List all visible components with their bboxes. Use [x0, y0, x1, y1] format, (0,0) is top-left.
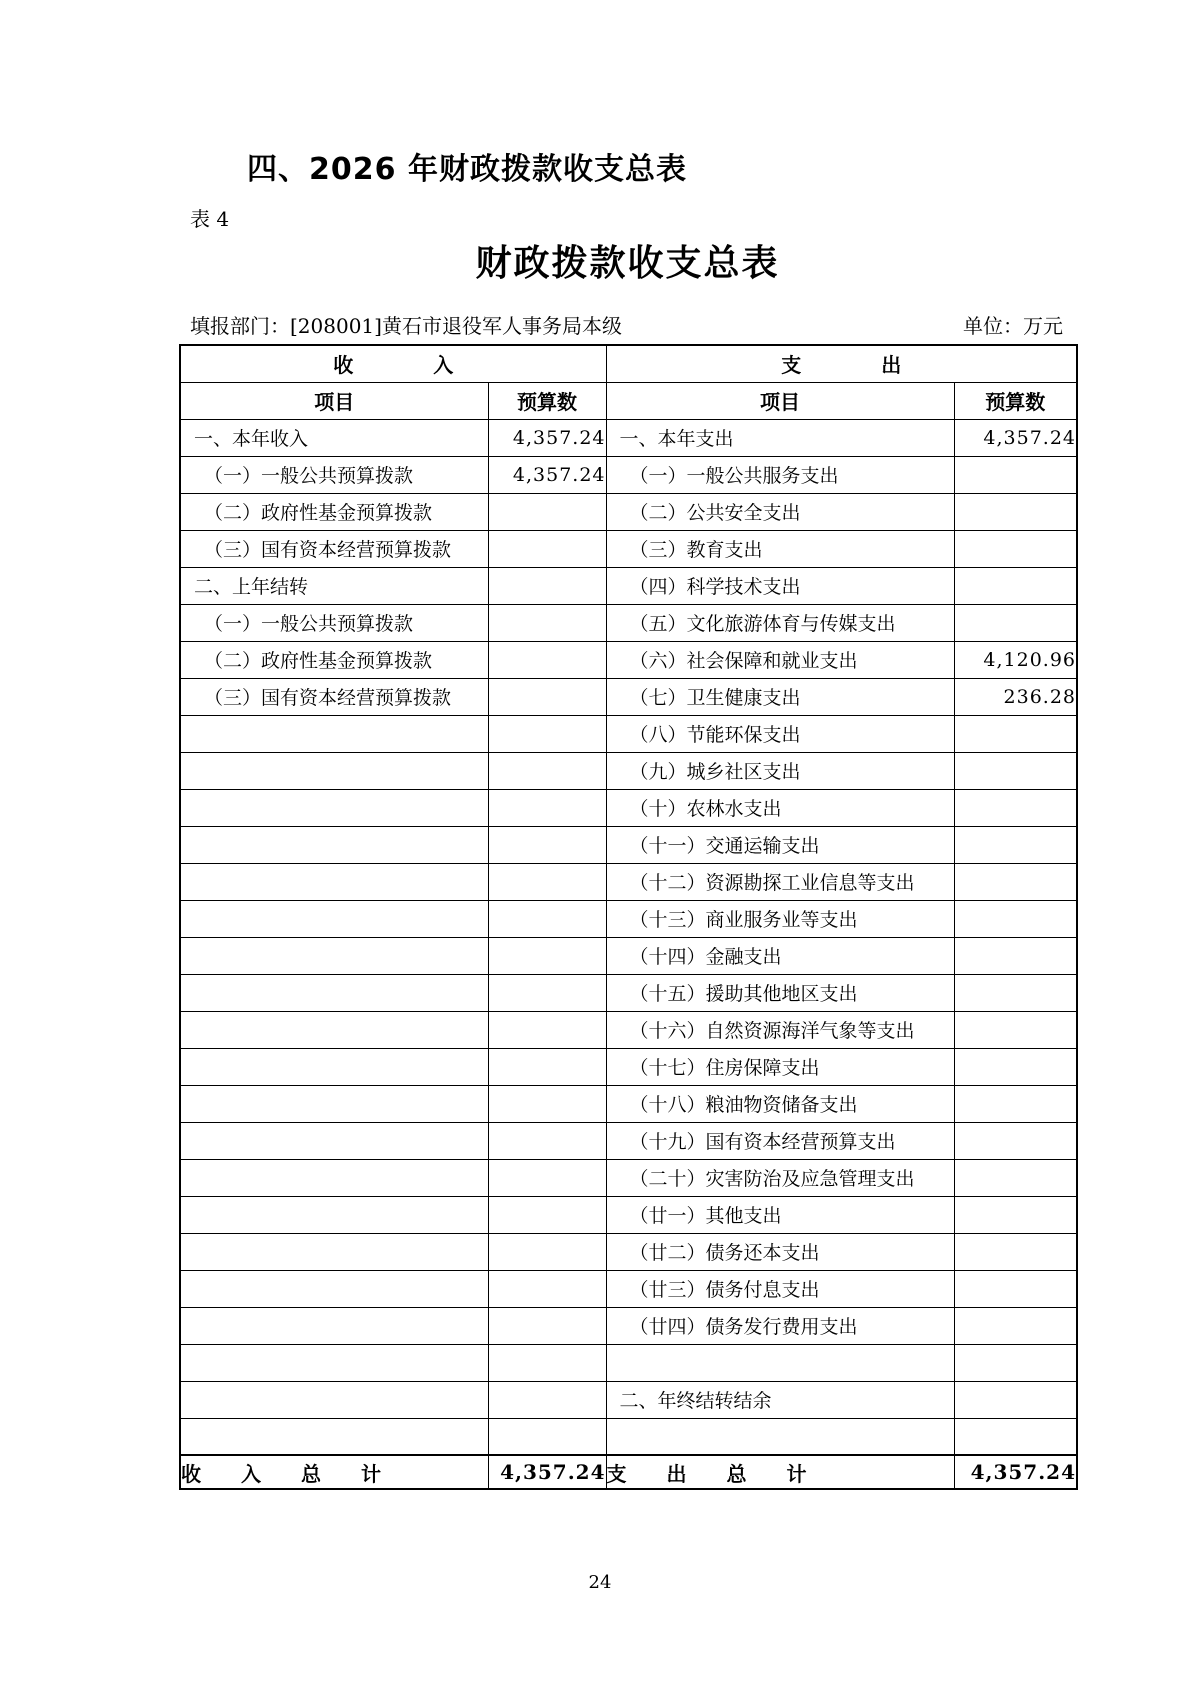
expense-item-cell: （五）文化旅游体育与传媒支出: [606, 604, 954, 641]
table-row: [180, 419, 1077, 456]
income-item-cell: （一）一般公共预算拨款: [180, 604, 488, 641]
expense-item-cell: （十三）商业服务业等支出: [606, 900, 954, 937]
income-value-cell: 4,357.24: [488, 419, 606, 456]
table-row: [180, 974, 1077, 1011]
expense-item-cell: （廿四）债务发行费用支出: [606, 1307, 954, 1344]
expense-value-cell: [954, 1196, 1077, 1233]
expense-value-cell: 4,357.24: [954, 419, 1077, 456]
expense-value-cell: [954, 1307, 1077, 1344]
income-item-cell: （三）国有资本经营预算拨款: [180, 678, 488, 715]
expense-total-value: 4,357.24: [954, 1455, 1077, 1489]
income-value-cell: [488, 1011, 606, 1048]
table-row: [180, 641, 1077, 678]
income-item-cell: （三）国有资本经营预算拨款: [180, 530, 488, 567]
table-row: [180, 900, 1077, 937]
income-value-cell: [488, 1159, 606, 1196]
expense-value-cell: [954, 493, 1077, 530]
income-item-cell: 二、上年结转: [180, 567, 488, 604]
income-value-cell: [488, 1418, 606, 1455]
income-value-cell: [488, 641, 606, 678]
expense-value-cell: [954, 937, 1077, 974]
table-row: [180, 826, 1077, 863]
expense-item-cell: （十一）交通运输支出: [606, 826, 954, 863]
income-value-cell: [488, 1085, 606, 1122]
expense-value-cell: [954, 715, 1077, 752]
expense-item-cell: （十）农林水支出: [606, 789, 954, 826]
expense-value-cell: [954, 1270, 1077, 1307]
income-item-cell: [180, 937, 488, 974]
expense-item-cell: （七）卫生健康支出: [606, 678, 954, 715]
income-value-cell: [488, 1233, 606, 1270]
income-value-cell: [488, 567, 606, 604]
income-value-cell: [488, 789, 606, 826]
income-total-label: 收 入 总 计: [180, 1455, 488, 1489]
expense-value-cell: [954, 863, 1077, 900]
expense-value-cell: [954, 1233, 1077, 1270]
expense-item-cell: （十九）国有资本经营预算支出: [606, 1122, 954, 1159]
expense-value-cell: 4,120.96: [954, 641, 1077, 678]
page-number: 24: [588, 1572, 612, 1593]
income-value-cell: [488, 937, 606, 974]
expense-value-cell: [954, 1048, 1077, 1085]
income-value-cell: [488, 1122, 606, 1159]
section-header-row: [180, 345, 1077, 382]
table-row: [180, 1159, 1077, 1196]
table-row: [180, 789, 1077, 826]
expense-item-cell: 二、年终结转结余: [606, 1381, 954, 1418]
table-row: [180, 715, 1077, 752]
document-title: 财政拨款收支总表: [475, 243, 780, 284]
expense-item-cell: （十四）金融支出: [606, 937, 954, 974]
income-value-cell: [488, 863, 606, 900]
table-row: [180, 493, 1077, 530]
income-item-column-header: 项目: [180, 382, 488, 419]
expense-item-column-header: 项目: [606, 382, 954, 419]
expense-section-header: 支 出: [606, 345, 1077, 382]
income-value-cell: [488, 1381, 606, 1418]
table-row: [180, 604, 1077, 641]
table-row: [180, 863, 1077, 900]
income-item-cell: [180, 1270, 488, 1307]
income-value-cell: [488, 1048, 606, 1085]
income-value-cell: [488, 604, 606, 641]
income-value-cell: [488, 530, 606, 567]
expense-value-cell: 236.28: [954, 678, 1077, 715]
section-heading: 四、2026 年财政拨款收支总表: [247, 152, 687, 187]
table-row: [180, 1233, 1077, 1270]
income-item-cell: [180, 1307, 488, 1344]
income-section-header: 收 入: [180, 345, 606, 382]
income-item-cell: [180, 863, 488, 900]
expense-value-cell: [954, 1085, 1077, 1122]
expense-item-cell: （十五）援助其他地区支出: [606, 974, 954, 1011]
expense-value-cell: [954, 1381, 1077, 1418]
expense-item-cell: [606, 1344, 954, 1381]
budget-summary-table: [179, 344, 1078, 1490]
income-item-cell: [180, 1196, 488, 1233]
expense-value-cell: [954, 1159, 1077, 1196]
table-row: [180, 1270, 1077, 1307]
income-value-cell: [488, 493, 606, 530]
expense-value-cell: [954, 456, 1077, 493]
table-row: [180, 1307, 1077, 1344]
income-value-cell: [488, 678, 606, 715]
expense-item-cell: （十六）自然资源海洋气象等支出: [606, 1011, 954, 1048]
table-row: [180, 530, 1077, 567]
column-header-row: [180, 382, 1077, 419]
income-value-cell: [488, 1344, 606, 1381]
income-item-cell: [180, 900, 488, 937]
income-item-cell: [180, 1159, 488, 1196]
expense-item-cell: （二）公共安全支出: [606, 493, 954, 530]
expense-value-cell: [954, 826, 1077, 863]
unit-label: 单位：万元: [963, 314, 1063, 338]
total-row: [180, 1455, 1077, 1489]
expense-value-cell: [954, 1344, 1077, 1381]
table-row: [180, 1048, 1077, 1085]
table-row: [180, 1122, 1077, 1159]
expense-value-cell: [954, 1418, 1077, 1455]
expense-item-cell: （廿三）债务付息支出: [606, 1270, 954, 1307]
income-item-cell: [180, 1048, 488, 1085]
expense-item-cell: 一、本年支出: [606, 419, 954, 456]
expense-total-label: 支 出 总 计: [606, 1455, 954, 1489]
income-item-cell: 一、本年收入: [180, 419, 488, 456]
expense-value-cell: [954, 530, 1077, 567]
expense-item-cell: （三）教育支出: [606, 530, 954, 567]
expense-item-cell: （四）科学技术支出: [606, 567, 954, 604]
table-row: [180, 1344, 1077, 1381]
income-item-cell: [180, 1122, 488, 1159]
income-budget-column-header: 预算数: [488, 382, 606, 419]
income-value-cell: [488, 1270, 606, 1307]
expense-value-cell: [954, 1011, 1077, 1048]
expense-value-cell: [954, 974, 1077, 1011]
income-value-cell: [488, 974, 606, 1011]
expense-item-cell: （十二）资源勘探工业信息等支出: [606, 863, 954, 900]
expense-item-cell: （九）城乡社区支出: [606, 752, 954, 789]
expense-item-cell: （八）节能环保支出: [606, 715, 954, 752]
table-row: [180, 1196, 1077, 1233]
income-item-cell: [180, 789, 488, 826]
expense-budget-column-header: 预算数: [954, 382, 1077, 419]
income-item-cell: [180, 1233, 488, 1270]
expense-item-cell: （二十）灾害防治及应急管理支出: [606, 1159, 954, 1196]
income-value-cell: 4,357.24: [488, 456, 606, 493]
income-item-cell: [180, 1381, 488, 1418]
table-row: [180, 1011, 1077, 1048]
expense-value-cell: [954, 1122, 1077, 1159]
table-row: [180, 1381, 1077, 1418]
income-item-cell: [180, 1344, 488, 1381]
income-item-cell: [180, 1418, 488, 1455]
table-meta-row: [179, 313, 1076, 339]
income-value-cell: [488, 752, 606, 789]
income-total-value: 4,357.24: [488, 1455, 606, 1489]
expense-value-cell: [954, 900, 1077, 937]
income-item-cell: [180, 974, 488, 1011]
table-row: [180, 678, 1077, 715]
reporting-department-label: 填报部门：[208001]黄石市退役军人事务局本级: [190, 314, 622, 338]
income-value-cell: [488, 826, 606, 863]
table-row: [180, 752, 1077, 789]
table-row: [180, 456, 1077, 493]
expense-item-cell: （十八）粮油物资储备支出: [606, 1085, 954, 1122]
income-item-cell: [180, 752, 488, 789]
income-item-cell: [180, 826, 488, 863]
expense-item-cell: [606, 1418, 954, 1455]
expense-item-cell: （一）一般公共服务支出: [606, 456, 954, 493]
expense-value-cell: [954, 604, 1077, 641]
table-row: [180, 1085, 1077, 1122]
income-item-cell: （二）政府性基金预算拨款: [180, 493, 488, 530]
income-item-cell: [180, 1085, 488, 1122]
expense-item-cell: （六）社会保障和就业支出: [606, 641, 954, 678]
expense-value-cell: [954, 752, 1077, 789]
expense-value-cell: [954, 567, 1077, 604]
income-value-cell: [488, 1307, 606, 1344]
table-number-label: 表 4: [190, 207, 230, 231]
expense-item-cell: （廿二）债务还本支出: [606, 1233, 954, 1270]
income-item-cell: （二）政府性基金预算拨款: [180, 641, 488, 678]
income-value-cell: [488, 1196, 606, 1233]
expense-item-cell: （廿一）其他支出: [606, 1196, 954, 1233]
income-item-cell: [180, 715, 488, 752]
income-value-cell: [488, 715, 606, 752]
table-row: [180, 567, 1077, 604]
table-row: [180, 937, 1077, 974]
expense-item-cell: （十七）住房保障支出: [606, 1048, 954, 1085]
income-item-cell: [180, 1011, 488, 1048]
table-row: [180, 1418, 1077, 1455]
income-value-cell: [488, 900, 606, 937]
expense-value-cell: [954, 789, 1077, 826]
income-item-cell: （一）一般公共预算拨款: [180, 456, 488, 493]
